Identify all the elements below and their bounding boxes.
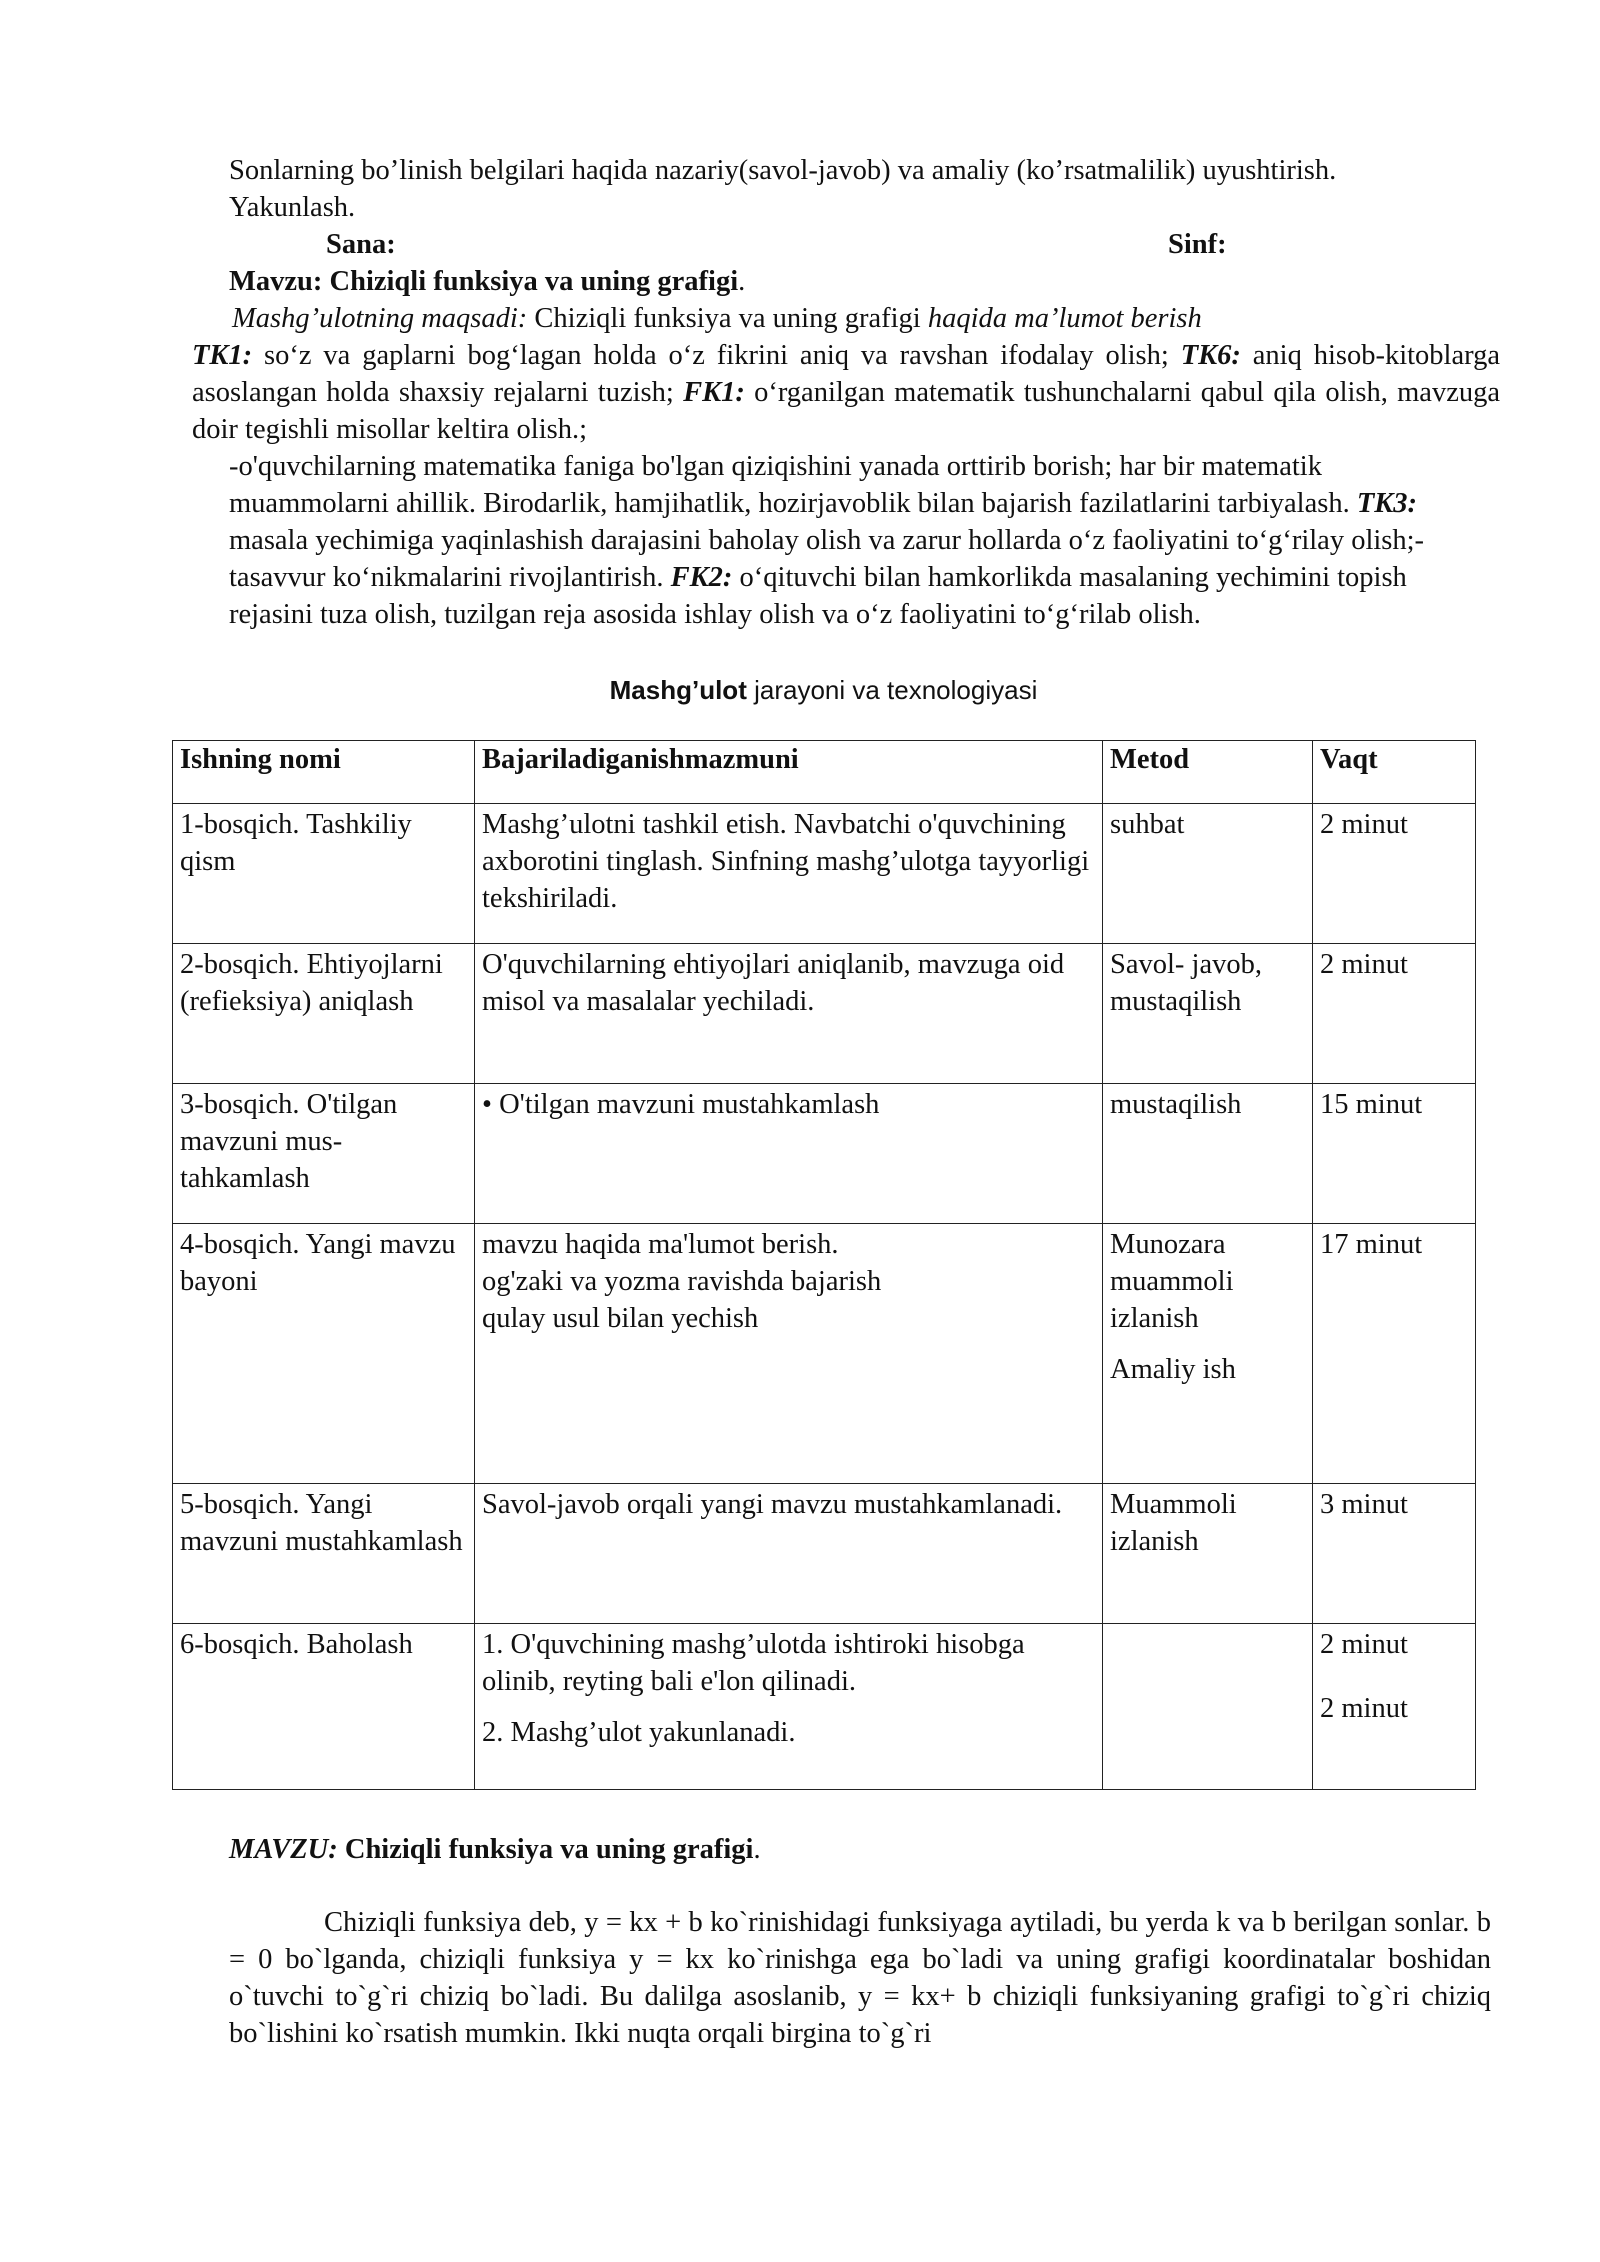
stage-cell: 6-bosqich. Baholash [173,1624,475,1790]
method-text-2: Amaliy ish [1110,1354,1236,1385]
table-row [173,1484,1476,1624]
method-cell [1103,1224,1313,1484]
fk1-text: o‘rganilgan matematik tushunchalarni qabul qila olish, mavzuga doir tegishli misollar keltira olish.; [192,377,1500,445]
time-cell: 3 minut [1313,1484,1476,1624]
intro-line-1: Sonlarning bo’linish belgilari haqida nazariy(savol-javob) va amaliy (ko’rsatmalilik) uyushtirish. [229,155,1337,186]
intro-text [229,152,1499,226]
fk1-label: FK1: [683,377,745,408]
topic-title: Chiziqli funksiya va uning grafigi [329,266,739,297]
header-time: Vaqt [1313,741,1476,804]
goal-text-italic: haqida ma’lumot berish [927,303,1202,334]
method-cell: Muammoli izlanish [1103,1484,1313,1624]
content-cell [475,1224,1103,1484]
content-cell: Savol-javob orqali yangi mavzu mustahkamlanadi. [475,1484,1103,1624]
table-header-row [173,741,1476,804]
class-label: Sinf: [1168,229,1227,260]
header-content: Bajariladiganishmazmuni [475,741,1103,804]
fk2-text: o‘qituvchi bilan hamkorlikda masalaning yechimini topish rejasini tuza olish, tuzilgan reja asosida ishlay olish va o‘z faoliyatini to‘g‘rilab olish. [229,562,1407,630]
table-row [173,1084,1476,1224]
goal-text: Chiziqli funksiya va uning grafigi [527,303,928,334]
method-cell: suhbat [1103,804,1313,944]
section-label: MAVZU: [229,1834,338,1865]
content-line: qulay usul bilan yechish [482,1303,759,1334]
stage-cell: 3-bosqich. O'tilgan mavzuni mus-tahkamlash [173,1084,475,1224]
tk3-label: TK3: [1356,488,1417,519]
table-title [172,672,1475,709]
table-row [173,944,1476,1084]
tk1-text: so‘z va gaplarni bog‘lagan holda o‘z fikrini aniq va ravshan ifodalay olish; [252,340,1181,371]
method-cell: Savol- javob, mustaqilish [1103,944,1313,1084]
content-text-2: 2. Mashg’ulot yakunlanadi. [482,1717,796,1748]
date-label: Sana: [326,229,396,260]
topic-label: Mavzu: [229,266,323,297]
education-text: -o'quvchilarning matematika faniga bo'lgan qiziqishini yanada orttirib borish; har bir matematik muammolarni ahillik. Birodarlik, hamjihatlik, hozirjavoblik bilan bajarish fazilatlarini tarbiyalash. [229,451,1357,519]
stage-cell: 4-bosqich. Yangi mavzu bayoni [173,1224,475,1484]
time-cell: 2 minut [1313,804,1476,944]
stage-cell: 1-bosqich. Tashkiliy qism [173,804,475,944]
stage-cell: 5-bosqich. Yangi mavzuni mustahkamlash [173,1484,475,1624]
body-text: Chiziqli funksiya deb, y = kx + b ko`rinishidagi funksiyaga aytiladi, bu yerda k va b berilgan sonlar. b = 0 bo`lganda, chiziqli funksiya y = kx ko`rinishga ega bo`ladi va uning grafigi koordinatalar boshidan o`tuvchi to`g`ri chiziq bo`ladi. Bu dalilga asoslanib, y = kx+ b chiziqli funksiyaning grafigi to`g`ri chiziq bo`lishini ko`rsatish mumkin. Ikki nuqta orqali birgina to`g`ri [229,1907,1491,2049]
section-heading [229,1831,1499,1868]
table-title-bold: Mashg’ulot [609,675,747,705]
table-row [173,804,1476,944]
stage-cell: 2-bosqich. Ehtiyojlarni (refieksiya) aniqlash [173,944,475,1084]
tk6-text: aniq hisob-kitoblarga asoslangan holda shaxsiy rejalarni tuzish; [192,340,1500,408]
section-dot: . [753,1834,761,1865]
header-stage: Ishning nomi [173,741,475,804]
time-cell [1313,1624,1476,1790]
content-text: 1. O'quvchining mashg’ulotda ishtiroki hisobga olinib, reyting bali e'lon qilinadi. [482,1629,1025,1697]
goal-label: Mashg’ulotning maqsadi: [232,303,528,334]
content-line: mavzu haqida ma'lumot berish. [482,1229,839,1260]
header-method: Metod [1103,741,1313,804]
table-row [173,1624,1476,1790]
topic-dot: . [738,266,746,297]
table-title-rest: jarayoni va texnologiyasi [746,675,1038,705]
content-cell: O'quvchilarning ehtiyojlari aniqlanib, mavzuga oid misol va masalalar yechiladi. [475,944,1103,1084]
time-cell: 15 minut [1313,1084,1476,1224]
goal-line [232,300,1502,337]
tk6-label: TK6: [1180,340,1241,371]
time-text: 2 minut [1320,1629,1408,1660]
tk3-text: masala yechimiga yaqinlashish darajasini baholay olish va zarur hollarda o‘z faoliyatini to‘g‘rilay olish;- tasavvur ko‘nikmalarini rivojlantirish. [229,525,1425,593]
body-paragraph [229,1904,1491,2052]
time-cell: 17 minut [1313,1224,1476,1484]
tk1-label: TK1: [192,340,253,371]
content-cell [475,1624,1103,1790]
content-cell: • O'tilgan mavzuni mustahkamlash [475,1084,1103,1224]
table-row [173,1224,1476,1484]
content-line: og'zaki va yozma ravishda bajarish [482,1266,882,1297]
time-text-2: 2 minut [1320,1693,1408,1724]
topic-line [229,263,1499,300]
intro-line-2: Yakunlash. [229,192,356,223]
section-title: Chiziqli funksiya va uning grafigi [337,1834,754,1865]
fk2-label: FK2: [670,562,733,593]
lesson-plan-table [172,740,1476,1790]
method-text: Munozara muammoli izlanish [1110,1229,1234,1334]
time-cell: 2 minut [1313,944,1476,1084]
content-cell: Mashg’ulotni tashkil etish. Navbatchi o'quvchining axborotini tinglash. Sinfning mashg’ulotga tayyorligi tekshiriladi. [475,804,1103,944]
competencies-paragraph [192,337,1500,448]
method-cell [1103,1624,1313,1790]
method-cell: mustaqilish [1103,1084,1313,1224]
education-paragraph [229,448,1479,633]
